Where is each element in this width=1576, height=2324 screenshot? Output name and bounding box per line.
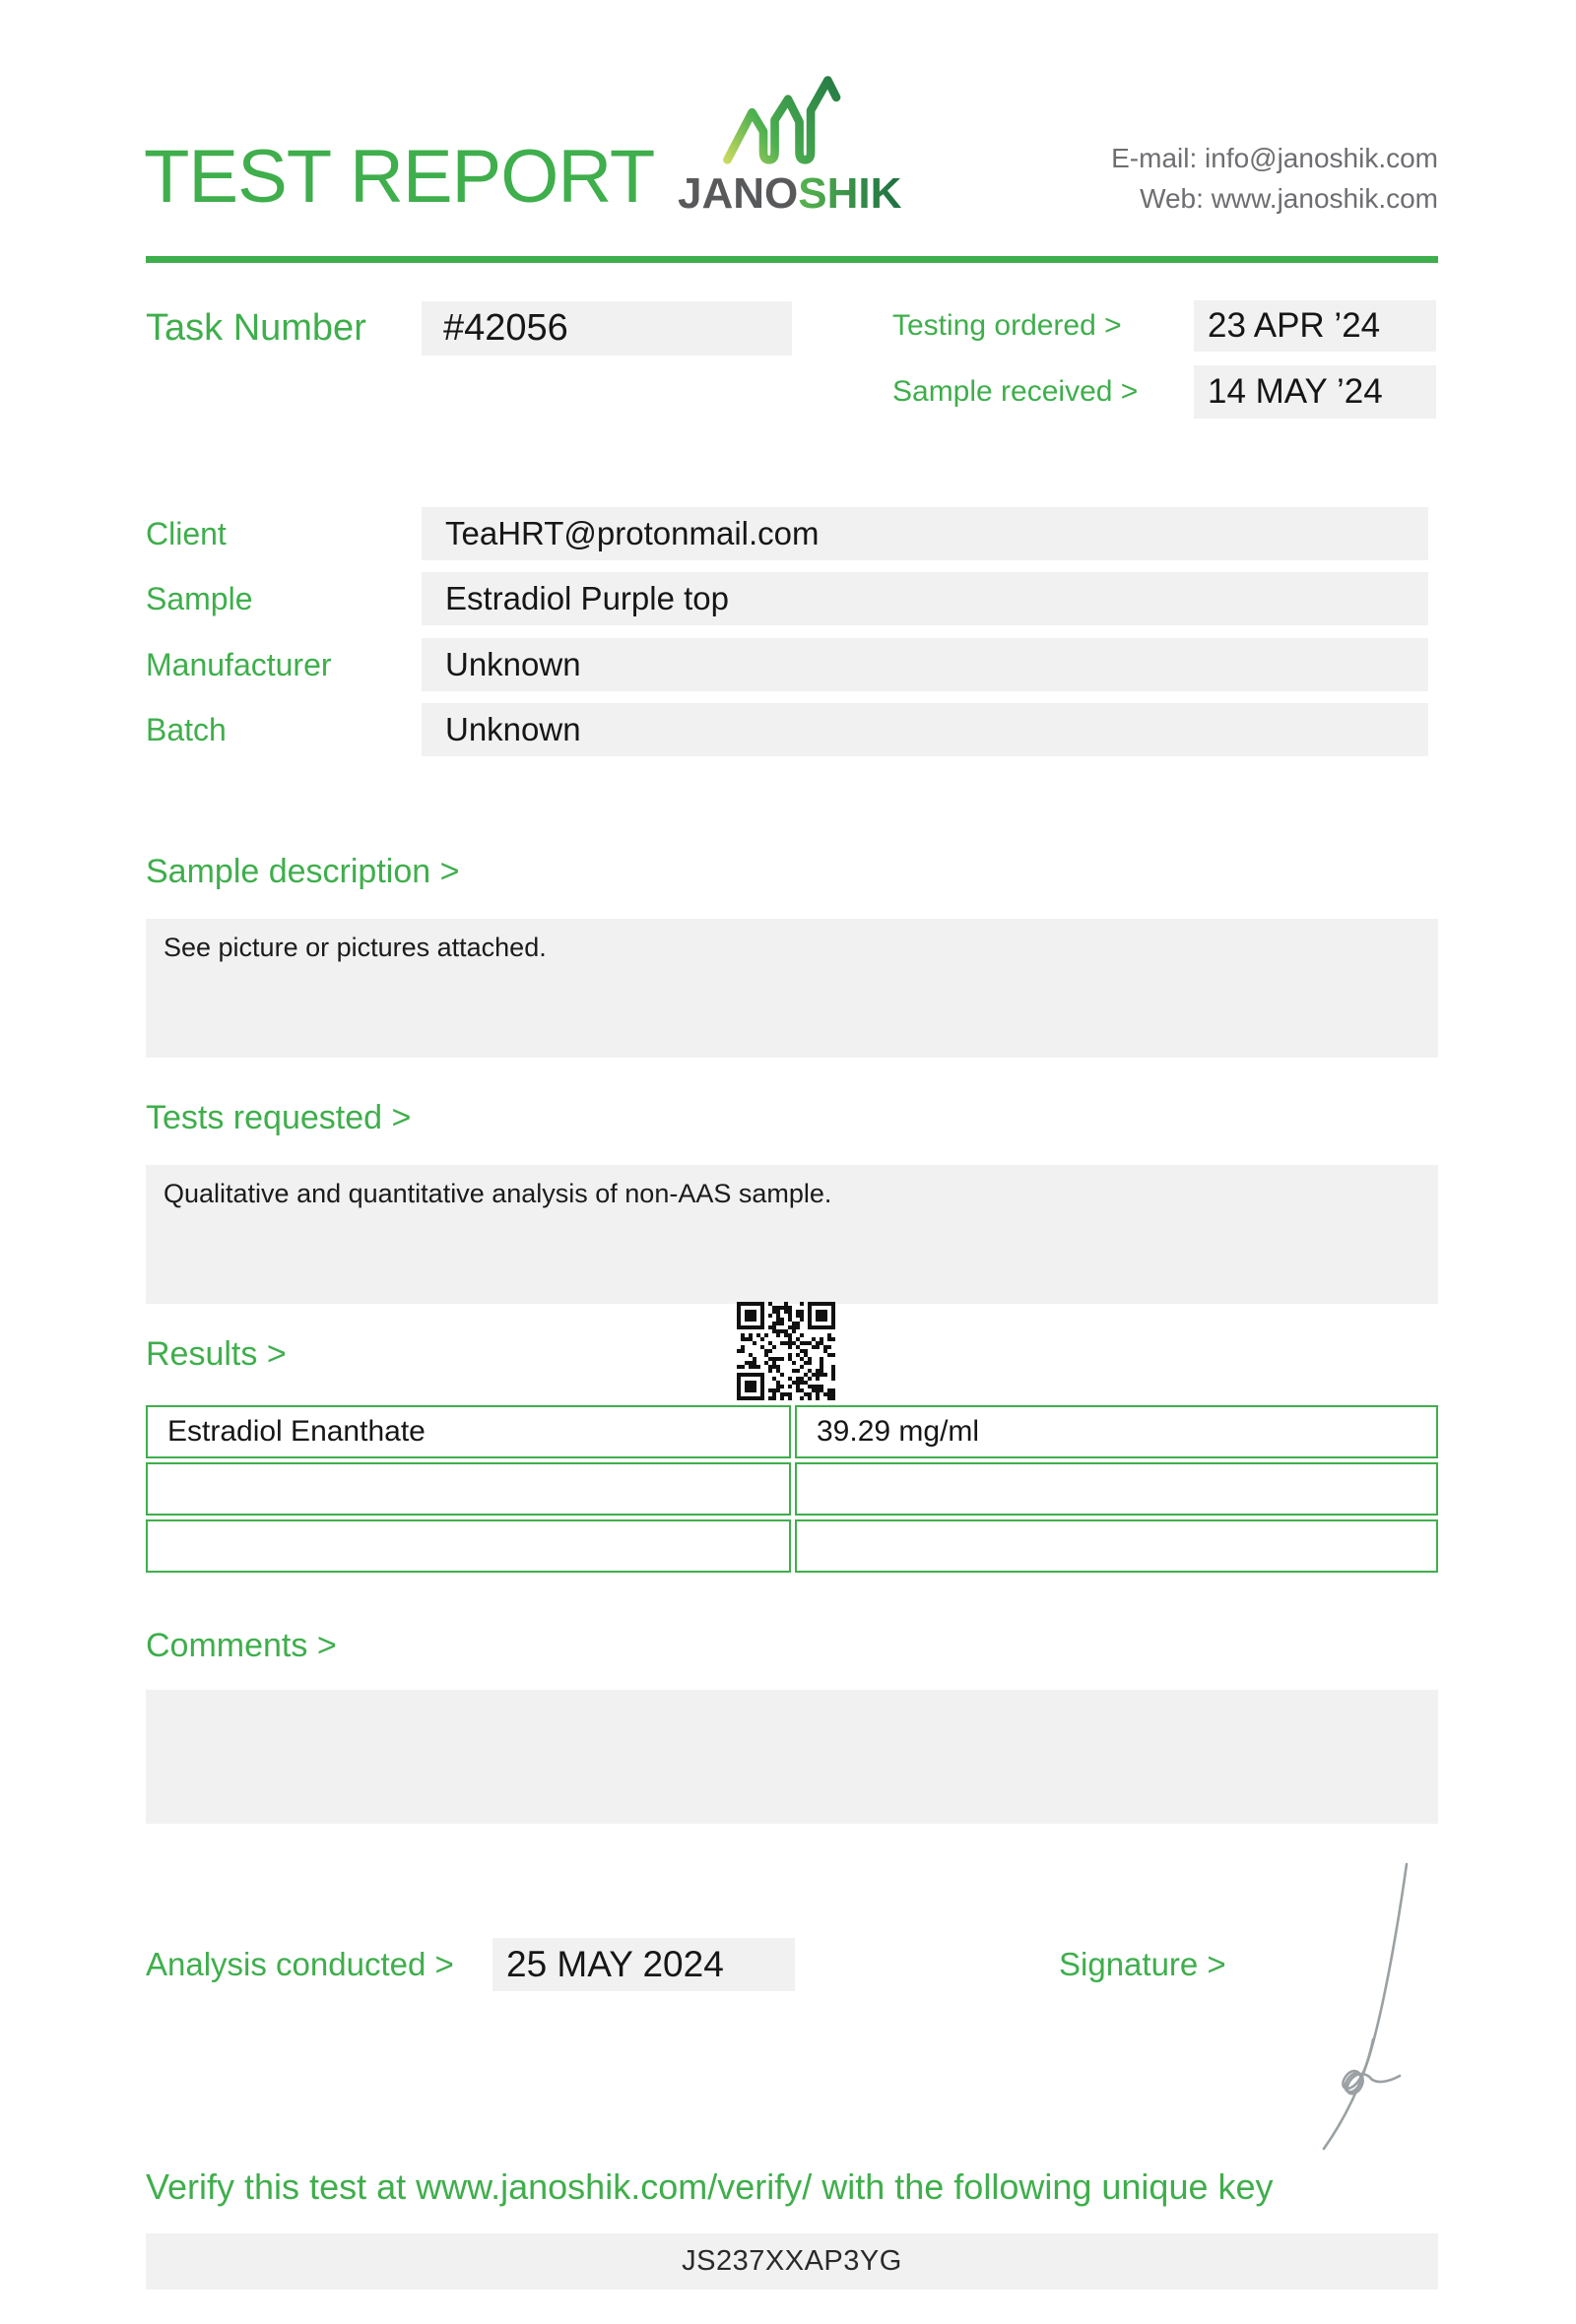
sample-description-heading: Sample description > [146,853,460,890]
tests-requested-box: Qualitative and quantitative analysis of non-AAS sample. [146,1165,1438,1304]
sample-label: Sample [146,581,253,616]
analysis-date-value: 25 MAY 2024 [492,1938,795,1991]
sample-value: Estradiol Purple top [422,572,1428,625]
sample-description-box: See picture or pictures attached. [146,919,1438,1058]
sample-received-value: 14 MAY ’24 [1194,365,1436,419]
manufacturer-label: Manufacturer [146,647,332,682]
batch-value: Unknown [422,703,1428,756]
task-number-label: Task Number [146,307,366,349]
comments-heading: Comments > [146,1627,337,1664]
logo-jano: JANO [678,169,799,218]
analysis-conducted-label: Analysis conducted > [146,1946,454,1982]
result-name-cell [146,1462,791,1516]
result-name-cell: Estradiol Enanthate [146,1405,791,1458]
trend-chart-icon [714,69,862,167]
result-value-cell: 39.29 mg/ml [795,1405,1438,1458]
comments-box [146,1690,1438,1824]
batch-label: Batch [146,712,227,747]
verify-key: JS237XXAP3YG [146,2233,1438,2290]
results-heading: Results > [146,1335,287,1373]
result-value-cell [795,1519,1438,1573]
client-label: Client [146,516,227,551]
contact-block [1111,138,1438,219]
logo-wordmark [678,169,902,219]
signature-scribble [1280,1856,1438,2152]
client-value: TeaHRT@protonmail.com [422,507,1428,560]
logo-shik: SHIK [798,169,902,218]
result-value-cell [795,1462,1438,1516]
result-name-cell [146,1519,791,1573]
qr-code [737,1302,835,1400]
page-title: TEST REPORT [144,135,655,219]
results-table [146,1405,1438,1573]
testing-ordered-value: 23 APR ’24 [1194,300,1436,352]
testing-ordered-label: Testing ordered > [892,309,1122,342]
manufacturer-value: Unknown [422,638,1428,691]
signature-label: Signature > [1059,1946,1226,1982]
email-line: E-mail: info@janoshik.com [1111,143,1438,173]
verify-instruction: Verify this test at www.janoshik.com/verify/ with the following unique key [146,2166,1274,2207]
header-divider [146,256,1438,263]
sample-received-label: Sample received > [892,375,1139,408]
web-line: Web: www.janoshik.com [1140,183,1438,214]
task-number-value: #42056 [422,301,792,355]
janoshik-logo [678,69,902,219]
tests-requested-heading: Tests requested > [146,1099,412,1136]
